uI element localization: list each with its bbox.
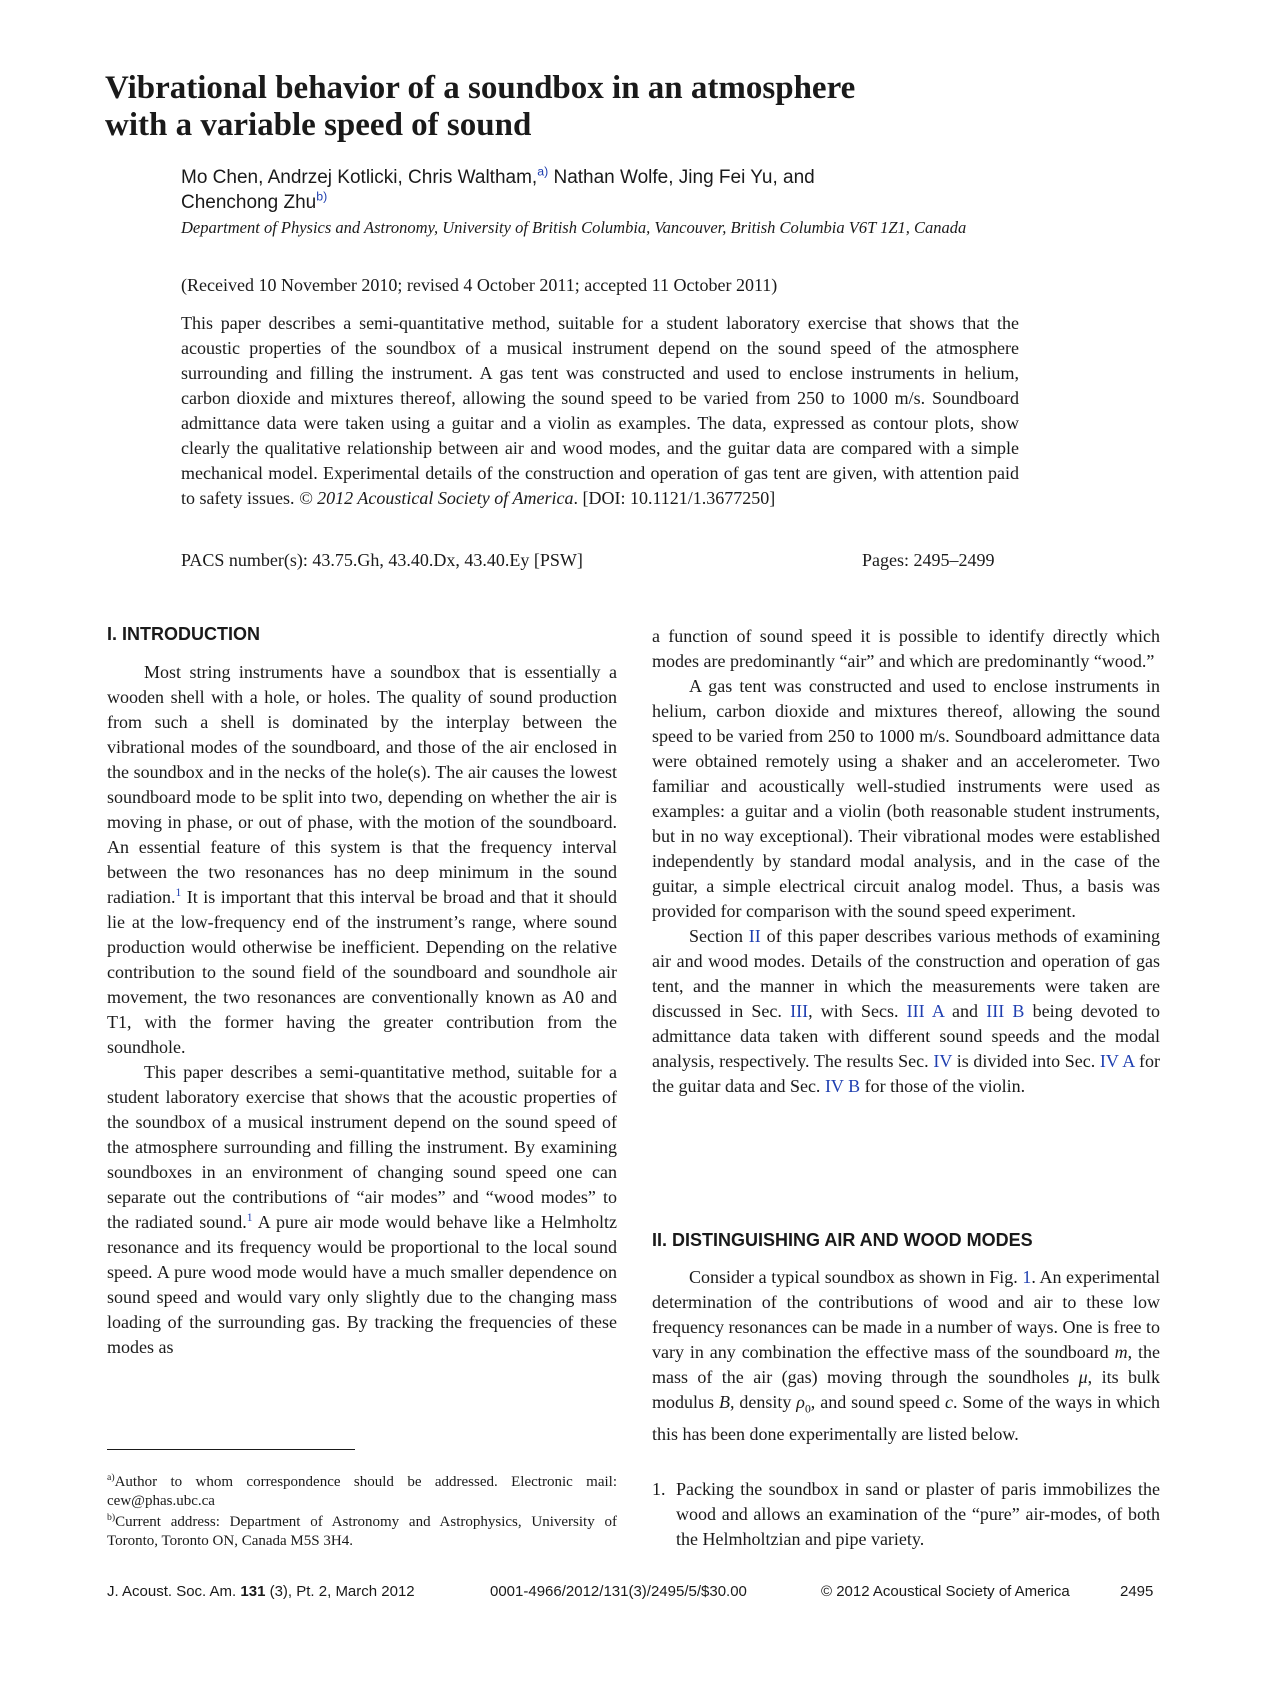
footnote-a-text: Author to whom correspondence should be addressed. Electronic mail: cew@phas.ubc.ca [107,1474,617,1509]
reference-link-1[interactable]: 1 [175,886,182,899]
footnote-a-mark: a) [107,1472,115,1483]
section-link-IV[interactable]: IV [933,1051,953,1071]
symbol-rho-subscript: 0 [804,1402,811,1416]
p3-text-1: Section [689,926,749,946]
symbol-c: c [944,1392,953,1412]
author-note-a-link[interactable]: a) [537,164,549,179]
list-item-text: Packing the soundbox in sand or plaster of paris immobilizes the wood and allows an examination of the “pure” air-modes, of both the Helmholtzian and pipe variety. [676,1479,1160,1549]
section-link-IIIB[interactable]: III B [986,1001,1025,1021]
footnote-b-mark: b) [107,1512,116,1523]
intro-paragraph-1 [107,660,617,1060]
right-paragraph-2: A gas tent was constructed and used to enclose instruments in helium, carbon dioxide and mixtures thereof, allowing the sound speed to be varied from 250 to 1000 m/s. Soundboard admittance data were obtained remotely using a shaker and an accelerometer. Two familiar and acoustically well-studied instruments were used as examples: a guitar and a violin (both reasonable student instruments, but in no way exceptional). Their vibrational modes were established independently by standard modal analysis, and in the case of the guitar, a simple electrical circuit analog model. Thus, a basis was provided for comparison with the sound speed experiment. [652,676,1160,921]
authors-text-1: Mo Chen, Andrzej Kotlicki, Chris Waltham, [181,167,538,188]
section-heading-introduction: I. INTRODUCTION [107,624,260,644]
abstract [181,311,1019,511]
section-link-II[interactable]: II [748,926,761,946]
section-heading-air-wood-modes: II. DISTINGUISHING AIR AND WOOD MODES [652,1230,1033,1250]
footer-journal-name: J. Acoust. Soc. Am. [107,1583,241,1600]
section-link-IVB[interactable]: IV B [824,1076,861,1096]
section-link-IVA[interactable]: IV A [1099,1051,1135,1071]
footnote-divider [107,1449,355,1450]
p3-text-6: is divided into Sec. [952,1051,1100,1071]
figure-link-1[interactable]: 1 [1022,1267,1032,1287]
s2-text-4: , its bulk modulus [652,1367,1160,1412]
symbol-rho: ρ [796,1392,805,1412]
s2-text-1: Consider a typical soundbox as shown in Fig. [689,1267,1023,1287]
received-dates: (Received 10 November 2010; revised 4 October 2011; accepted 11 October 2011) [181,275,778,295]
intro-p2-text-b: A pure air mode would behave like a Helmholtz resonance and its frequency would be proportional to the local sound speed. A pure wood mode would have a much smaller dependence on sound speed and would vary only slightly due to the changing mass loading of the surrounding gas. By tracking the frequencies of these modes as [107,1212,617,1357]
footnote-b-text: Current address: Department of Astronomy and Astrophysics, University of Toronto, Toronto ON, Canada M5S 3H4. [107,1514,617,1549]
authors-text-3: Chenchong Zhu [181,192,317,213]
p3-text-3: , with Secs. [808,1001,907,1021]
p3-text-4: and [943,1001,987,1021]
footnote-a [107,1473,617,1511]
section-2-paragraph [652,1265,1160,1447]
footer-page-number: 2495 [1120,1583,1154,1600]
s2-text-2: . An experimental determination of the contributions of wood and air to these low frequency resonances can be made in a number of ways. One is free to vary in any combination the effective mass of the soundboard [652,1267,1160,1362]
section-2-body [652,1265,1160,1447]
right-paragraph-1: a function of sound speed it is possible to identify directly which modes are predominantly “air” and which are predominantly “wood.” [652,626,1160,671]
s2-text-3: , the mass of the air (gas) moving through the soundholes [652,1342,1160,1387]
p3-text-8: for those of the violin. [860,1076,1026,1096]
p3-text-7: for the guitar data and Sec. [652,1051,1160,1096]
abstract-doi: . [DOI: 10.1121/1.3677250] [573,488,776,508]
title-line-1: Vibrational behavior of a soundbox in an atmosphere [105,70,856,106]
s2-text-6: , and sound speed [810,1392,945,1412]
authors-text-2: Nathan Wolfe, Jing Fei Yu, and [548,167,815,188]
p3-text-5: being devoted to admittance data taken with different sound speeds and the modal analysis, respectively. The results Sec. [652,1001,1160,1071]
footnote-b [107,1513,617,1551]
abstract-text: This paper describes a semi-quantitative method, suitable for a student laboratory exercise that shows that the acoustic properties of the soundbox of a musical instrument depend on the sound speed of the atmosphere surrounding and filling the instrument. A gas tent was constructed and used to enclose instruments in helium, carbon dioxide and mixtures thereof, allowing the sound speed to be varied from 250 to 1000 m/s. Soundboard admittance data were taken using a guitar and a violin as examples. The data, expressed as contour plots, show clearly the qualitative relationship between air and wood modes, and the guitar data are compared with a simple mechanical model. Experimental details of the construction and operation of gas tent are given, with attention paid to safety issues. [181,313,1019,508]
footer-article-code: 0001-4966/2012/131(3)/2495/5/$30.00 [490,1583,747,1600]
left-column [107,660,617,1360]
list-item-number: 1. [652,1479,666,1499]
page-range: Pages: 2495–2499 [862,550,995,570]
intro-p2-text-a: This paper describes a semi-quantitative method, suitable for a student laboratory exercise that shows that the acoustic properties of the soundbox of a musical instrument depend on the sound speed of the atmosphere surrounding and filling the instrument. By examining soundboxes in an environment of changing sound speed one can separate out the contributions of “air modes” and “wood modes” to the radiated sound. [107,1062,617,1232]
affiliation: Department of Physics and Astronomy, University of British Columbia, Vancouver, British Columbia V6T 1Z1, Canada [181,218,967,237]
author-note-b-link[interactable]: b) [316,189,328,204]
p3-text-2: of this paper describes various methods of examining air and wood modes. Details of the construction and operation of gas tent, and the manner in which the measurements were taken are discussed in Sec. [652,926,1160,1021]
pacs-numbers: PACS number(s): 43.75.Gh, 43.40.Dx, 43.40.Ey [PSW] [181,550,583,570]
section-link-IIIA[interactable]: III A [906,1001,944,1021]
s2-text-5: , density [729,1392,797,1412]
list-item [652,1477,1160,1552]
intro-p1-text-a: Most string instruments have a soundbox that is essentially a wooden shell with a hole, or holes. The quality of sound production from such a shell is dominated by the interplay between the vibrational modes of the soundboard, and those of the air enclosed in the soundbox and in the necks of the hole(s). The air causes the lowest soundboard mode to be split into two, depending on whether the air is moving in phase, or out of phase, with the motion of the soundboard. An essential feature of this system is that the frequency interval between the two resonances has no deep minimum in the sound radiation. [107,662,617,907]
reference-link-1b[interactable]: 1 [246,1211,253,1224]
footer-journal-volume: 131 [240,1583,266,1600]
section-link-III[interactable]: III [790,1001,809,1021]
intro-p1-text-b: It is important that this interval be broad and that it should lie at the low-frequency end of the instrument’s range, where sound production would otherwise be inefficient. Depending on the relative contribution to the sound field of the soundboard and soundhole air movement, the two resonances are conventionally known as A0 and T1, with the former having the greater contribution from the soundhole. [107,887,617,1057]
abstract-copyright: © 2012 Acoustical Society of America [294,488,574,508]
s2-text-7: . Some of the ways in which this has been done experimentally are listed below. [652,1392,1160,1444]
footer-journal-citation [107,1583,415,1600]
intro-paragraph-2 [107,1060,617,1360]
symbol-mu: μ [1078,1367,1088,1387]
right-paragraph-3 [652,924,1160,1099]
footer-copyright: © 2012 Acoustical Society of America [821,1583,1070,1600]
footer-journal-issue: (3), Pt. 2, March 2012 [265,1583,415,1600]
right-column [652,624,1160,1099]
symbol-m: m [1114,1342,1128,1362]
title-line-2: with a variable speed of sound [105,107,532,143]
paper-title [105,70,1105,144]
symbol-B: B [718,1392,730,1412]
author-list [181,165,941,215]
